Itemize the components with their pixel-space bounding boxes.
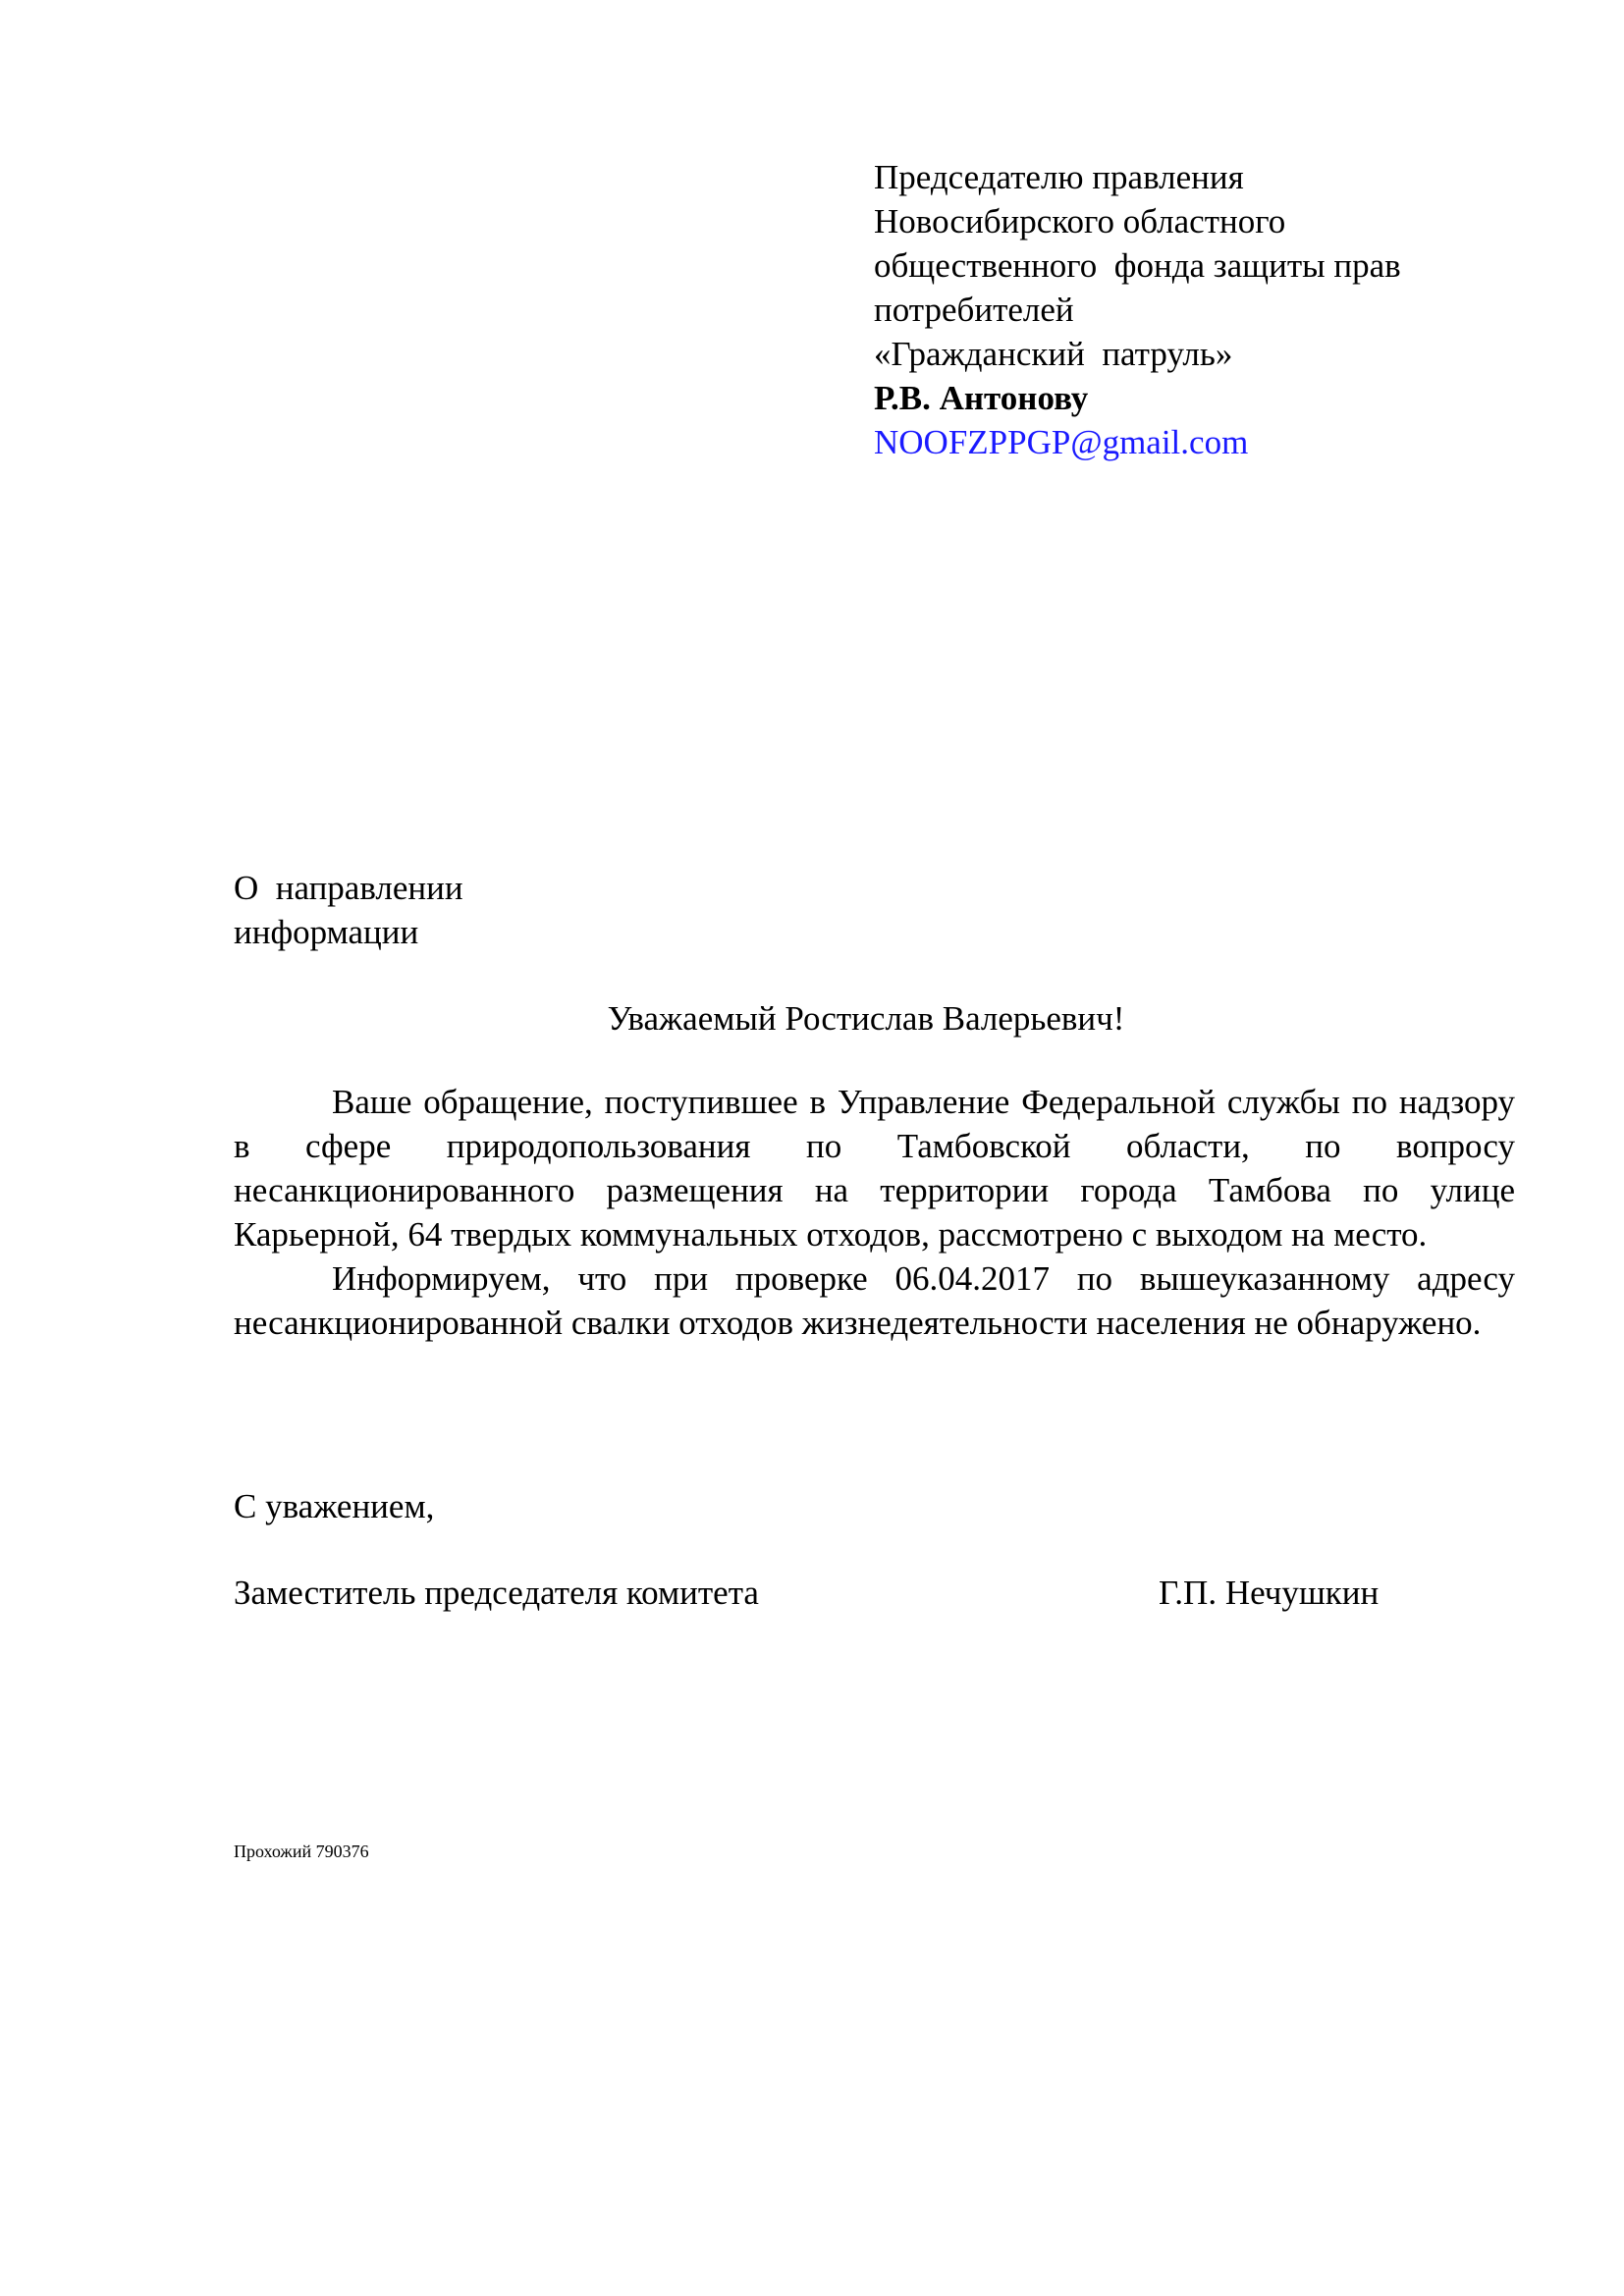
addressee-email-link[interactable]: NOOFZPPGP@gmail.com: [874, 423, 1249, 461]
addressee-line: «Гражданский патруль»: [874, 335, 1233, 373]
letter-body: [234, 1080, 1515, 1345]
subject-block: [234, 866, 463, 954]
footer-note: Прохожий 790376: [234, 1842, 369, 1861]
signer-name: Г.П. Нечушкин: [1159, 1574, 1380, 1612]
body-paragraph: Информируем, что при проверке 06.04.2017 по вышеуказанному адресу несанкционированной свалки отходов жизнедеятельности населения не обнаружено.: [234, 1259, 1515, 1342]
body-paragraph: Ваше обращение, поступившее в Управление Федеральной службы по надзору в сфере природопользования по Тамбовской области, по вопросу несанкционированного размещения на территории города Тамбова по улице Карьерной, 64 твердых коммунальных отходов, рассмотрено с выходом на место.: [234, 1083, 1515, 1254]
subject-line: О направлении: [234, 869, 463, 907]
subject-line: информации: [234, 913, 419, 951]
addressee-name: Р.В. Антонову: [874, 379, 1089, 417]
salutation: Уважаемый Ростислав Валерьевич!: [607, 999, 1125, 1038]
addressee-line: общественного фонда защиты прав: [874, 246, 1401, 285]
addressee-block: [874, 155, 1561, 464]
closing: С уважением,: [234, 1487, 435, 1525]
addressee-line: Новосибирского областного: [874, 202, 1286, 240]
addressee-line: потребителей: [874, 291, 1074, 329]
signer-position: Заместитель председателя комитета: [234, 1574, 759, 1612]
addressee-line: Председателю правления: [874, 158, 1244, 196]
